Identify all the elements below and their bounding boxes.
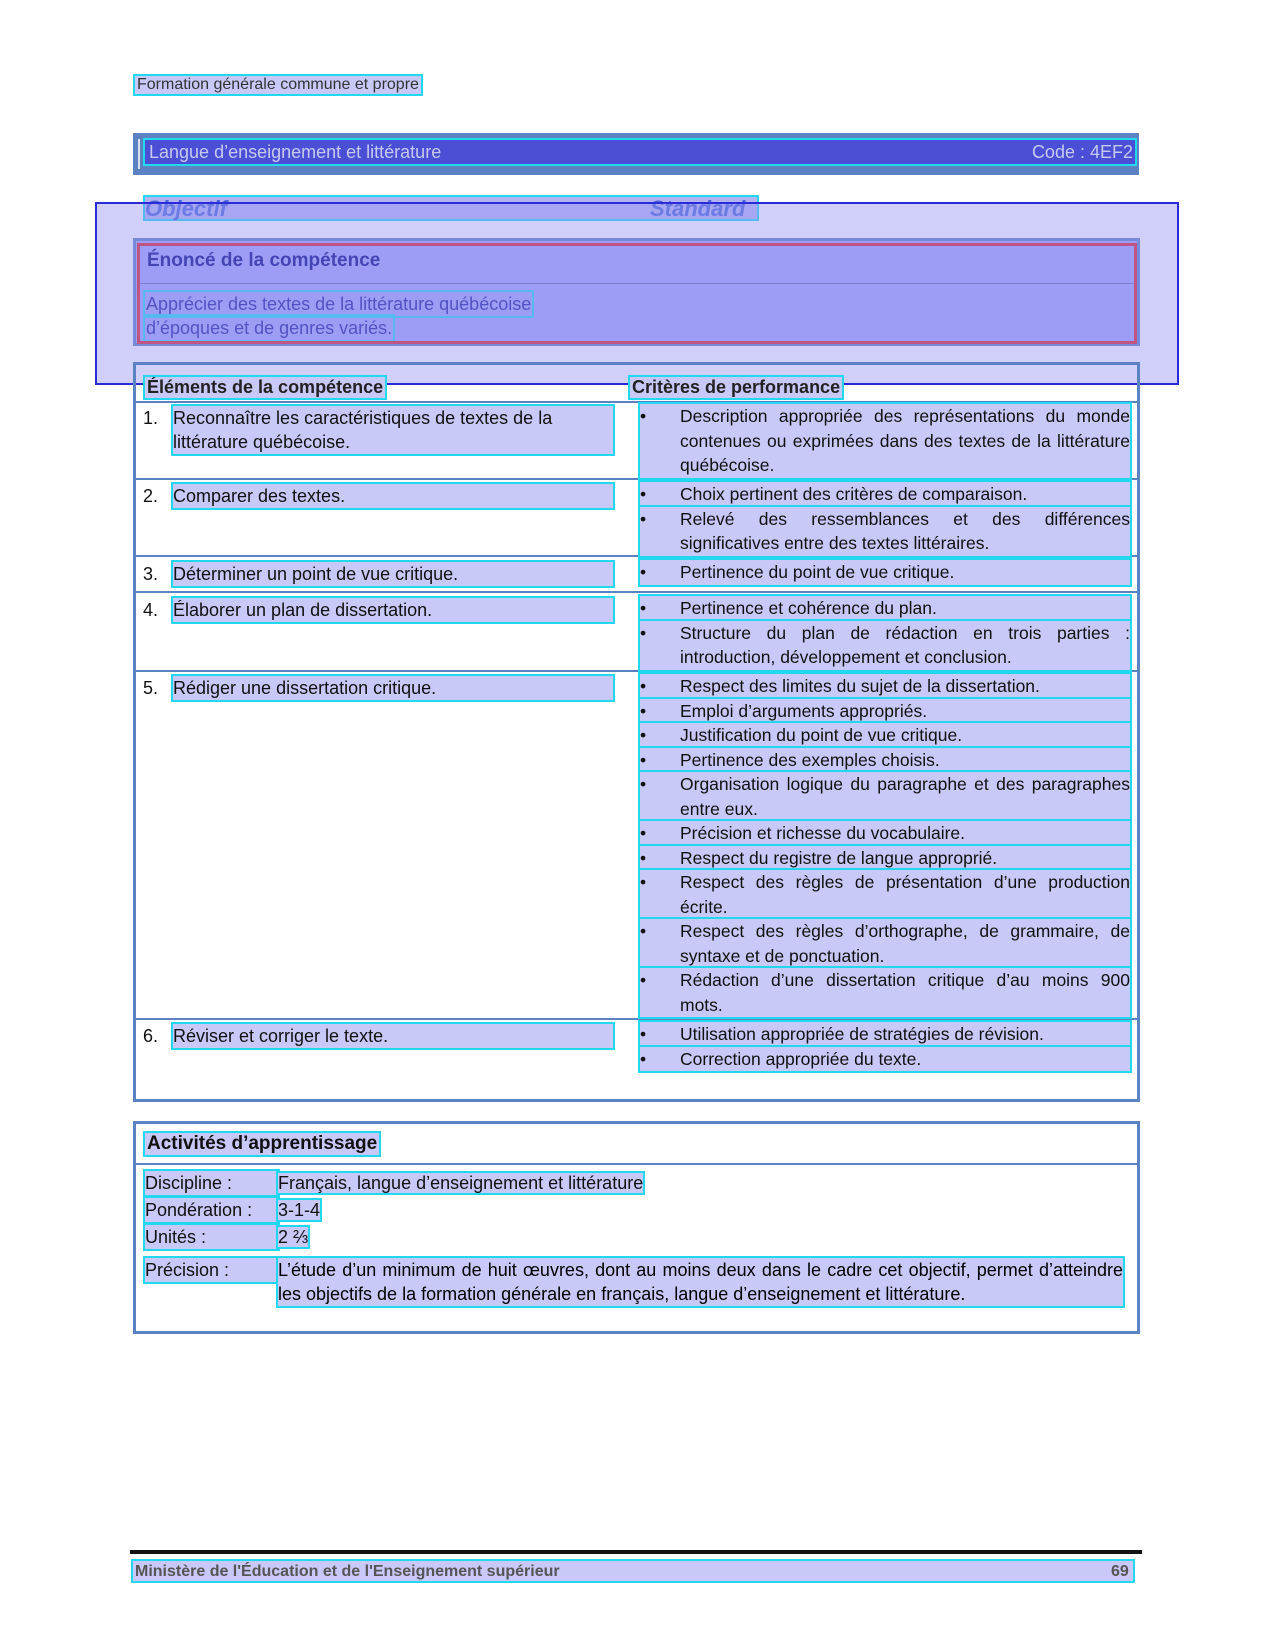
discipline-value: Français, langue d’enseignement et littérature [278,1173,644,1193]
element-row-1 [143,406,613,454]
element-row-4 [143,598,613,622]
bullet-icon [640,560,650,585]
criterion-item: • Pertinence des exemples choisis. [640,748,1130,773]
criterion-item: • Respect des règles d’orthographe, de grammaire, de syntaxe et de ponctuation. [640,919,1130,968]
ponderation-value: 3-1-4 [278,1200,321,1220]
criterion-item: • Pertinence et cohérence du plan. [640,596,1130,621]
bullet-icon [640,699,650,724]
unites-value: 2 ⅔ [278,1227,309,1247]
criterion-item: • Respect des règles de présentation d’une production écrite. [640,870,1130,919]
discipline-label: Discipline : [145,1171,278,1195]
criterion-item: • Choix pertinent des critères de comparaison. [640,482,1130,507]
col-elements-header: Éléments de la compétence [147,377,384,397]
element-row-2 [143,484,613,508]
criteria-list-2 [640,482,1130,556]
enonce-line-2: d’époques et de genres variés. [146,318,393,338]
bullet-icon [640,968,650,993]
bullet-icon [640,674,650,699]
criterion-item: • Emploi d’arguments appropriés. [640,699,1130,724]
row-divider [133,670,1140,672]
row-divider [133,591,1140,593]
row-divider [133,1018,1140,1020]
element-text: Réviser et corriger le texte. [173,1024,613,1048]
criteria-list-1 [640,404,1130,478]
page-number: 69 [1111,1563,1129,1580]
bullet-icon [640,404,650,429]
criterion-item: • Respect du registre de langue approprié. [640,846,1130,871]
criteria-list-5 [640,674,1130,1017]
element-text: Comparer des textes. [173,484,613,508]
objectif-label: Objectif [145,196,227,221]
bullet-icon [640,1047,650,1072]
enonce-title: Énoncé de la compétence [147,250,381,271]
criterion-item: • Respect des limites du sujet de la dissertation. [640,674,1130,699]
element-text: Élaborer un plan de dissertation. [173,598,613,622]
ponderation-line [145,1198,320,1222]
footer-ministry: Ministère de l'Éducation et de l'Enseignement supérieur [135,1563,560,1580]
activites-title: Activités d’apprentissage [147,1133,378,1154]
element-number: 2. [143,486,159,506]
criterion-item: • Utilisation appropriée de stratégies de révision. [640,1022,1130,1047]
precision-value: L’étude d’un minimum de huit œuvres, dont au moins deux dans le cadre cet objectif, permet d’atteindre les objectifs de la formation générale en français, langue d’enseignement et littérature. [278,1260,1123,1304]
criteria-list-4 [640,596,1130,670]
bullet-icon [640,482,650,507]
unites-line [145,1225,308,1249]
criterion-item: • Pertinence du point de vue critique. [640,560,1130,585]
bullet-icon [640,821,650,846]
criteria-list-6 [640,1022,1130,1071]
criterion-item: • Rédaction d’une dissertation critique d’au moins 900 mots. [640,968,1130,1017]
element-number: 4. [143,600,159,620]
standard-label: Standard [650,196,746,221]
footer-rule [130,1550,1142,1554]
precision-line [145,1258,278,1282]
element-row-6 [143,1024,613,1048]
activites-rule [133,1163,1140,1165]
row-divider [133,478,1140,480]
header-rule [138,139,140,169]
criterion-item: • Justification du point de vue critique. [640,723,1130,748]
col-criteres-header: Critères de performance [632,377,841,397]
ponderation-label: Pondération : [145,1198,278,1222]
bullet-icon [640,621,650,646]
unites-label: Unités : [145,1225,278,1249]
bullet-icon [640,596,650,621]
course-title: Langue d’enseignement et littérature [149,142,442,162]
selection-overlay [95,202,1179,385]
precision-label: Précision : [145,1258,278,1282]
element-number: 3. [143,564,159,584]
bullet-icon [640,1022,650,1047]
bullet-icon [640,723,650,748]
element-row-3 [143,562,613,586]
course-code: Code : 4EF2 [1031,142,1133,162]
element-text: Reconnaître les caractéristiques de textes de la littérature québécoise. [173,406,613,454]
criterion-item: • Précision et richesse du vocabulaire. [640,821,1130,846]
bullet-icon [640,748,650,773]
element-number: 6. [143,1026,159,1046]
bullet-icon [640,772,650,797]
course-header [133,133,1139,175]
discipline-line [145,1171,643,1195]
element-text: Déterminer un point de vue critique. [173,562,613,586]
bullet-icon [640,870,650,895]
criterion-item: • Organisation logique du paragraphe et des paragraphes entre eux. [640,772,1130,821]
criterion-item: • Structure du plan de rédaction en trois parties : introduction, développement et conclusion. [640,621,1130,670]
element-number: 1. [143,408,159,428]
course-header-inner [145,140,1135,164]
bullet-icon [640,507,650,532]
criterion-item: • Relevé des ressemblances et des différences significatives entre des textes littéraires. [640,507,1130,556]
element-row-5 [143,676,613,700]
enonce-line-1: Apprécier des textes de la littérature québécoise [146,294,532,314]
bullet-icon [640,846,650,871]
bullet-icon [640,919,650,944]
element-number: 5. [143,678,159,698]
element-text: Rédiger une dissertation critique. [173,676,613,700]
criterion-item: • Description appropriée des représentations du monde contenues ou exprimées dans des textes de la littérature québécoise. [640,404,1130,478]
criterion-item: • Correction appropriée du texte. [640,1047,1130,1072]
table-header-rule [133,401,1140,403]
section-kicker: Formation générale commune et propre [137,76,419,93]
criteria-list-3 [640,560,1130,585]
